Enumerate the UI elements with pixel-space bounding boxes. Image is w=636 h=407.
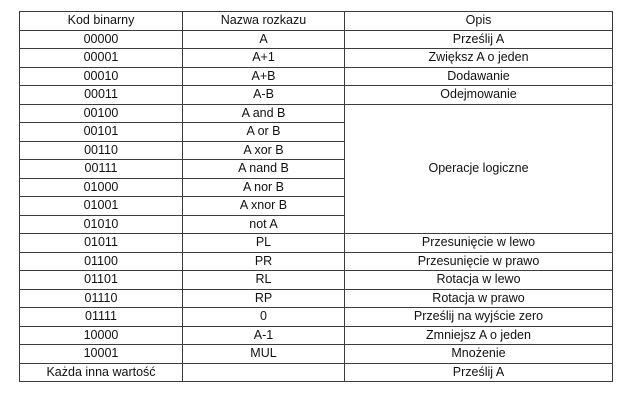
opcode-table [19,11,613,382]
description-cell: Przesunięcie w prawo [345,252,613,271]
instruction-name-cell: A+1 [183,49,345,68]
instruction-name-cell: A or B [183,123,345,142]
instruction-name-cell: not A [183,215,345,234]
table-row [20,252,613,271]
binary-code-cell: 10001 [20,345,183,364]
description-cell: Rotacja w prawo [345,289,613,308]
table-row [20,104,613,123]
table-row [20,363,613,382]
description-cell: Rotacja w lewo [345,271,613,290]
description-cell: Prześlij A [345,363,613,382]
opcode-table-container [19,11,613,382]
instruction-name-cell: A xnor B [183,197,345,216]
instruction-name-cell: A-B [183,86,345,105]
table-row [20,345,613,364]
instruction-name-cell: A and B [183,104,345,123]
description-cell: Odejmowanie [345,86,613,105]
table-row [20,234,613,253]
binary-code-cell: 00001 [20,49,183,68]
binary-code-cell: 01101 [20,271,183,290]
table-row [20,30,613,49]
header-instruction-name: Nazwa rozkazu [183,12,345,31]
table-row [20,326,613,345]
description-cell: Dodawanie [345,67,613,86]
instruction-name-cell: PR [183,252,345,271]
binary-code-cell: 01010 [20,215,183,234]
binary-code-cell: 00010 [20,67,183,86]
binary-code-cell: 01110 [20,289,183,308]
binary-code-cell: 00011 [20,86,183,105]
binary-code-cell: 00101 [20,123,183,142]
instruction-name-cell: A [183,30,345,49]
instruction-name-cell: A xor B [183,141,345,160]
header-description: Opis [345,12,613,31]
binary-code-cell: 01100 [20,252,183,271]
binary-code-cell: 10000 [20,326,183,345]
binary-code-cell: 00000 [20,30,183,49]
instruction-name-cell: A nand B [183,160,345,179]
description-cell: Prześlij na wyjście zero [345,308,613,327]
binary-code-cell: 00110 [20,141,183,160]
binary-code-cell: 01000 [20,178,183,197]
description-cell: Prześlij A [345,30,613,49]
table-row [20,289,613,308]
binary-code-cell: Każda inna wartość [20,363,183,382]
logical-operations-description-cell: Operacje logiczne [345,104,613,234]
instruction-name-cell: A nor B [183,178,345,197]
binary-code-cell: 01011 [20,234,183,253]
instruction-name-cell: 0 [183,308,345,327]
instruction-name-cell: RL [183,271,345,290]
instruction-name-cell: A-1 [183,326,345,345]
instruction-name-cell [183,363,345,382]
instruction-name-cell: RP [183,289,345,308]
table-row [20,49,613,68]
table-row [20,271,613,290]
instruction-name-cell: A+B [183,67,345,86]
table-header-row [20,12,613,31]
description-cell: Zmniejsz A o jeden [345,326,613,345]
binary-code-cell: 01111 [20,308,183,327]
instruction-name-cell: MUL [183,345,345,364]
binary-code-cell: 00111 [20,160,183,179]
table-row [20,308,613,327]
header-binary-code: Kod binarny [20,12,183,31]
description-cell: Mnożenie [345,345,613,364]
binary-code-cell: 00100 [20,104,183,123]
table-row [20,67,613,86]
table-row [20,86,613,105]
binary-code-cell: 01001 [20,197,183,216]
description-cell: Przesunięcie w lewo [345,234,613,253]
description-cell: Zwiększ A o jeden [345,49,613,68]
instruction-name-cell: PL [183,234,345,253]
